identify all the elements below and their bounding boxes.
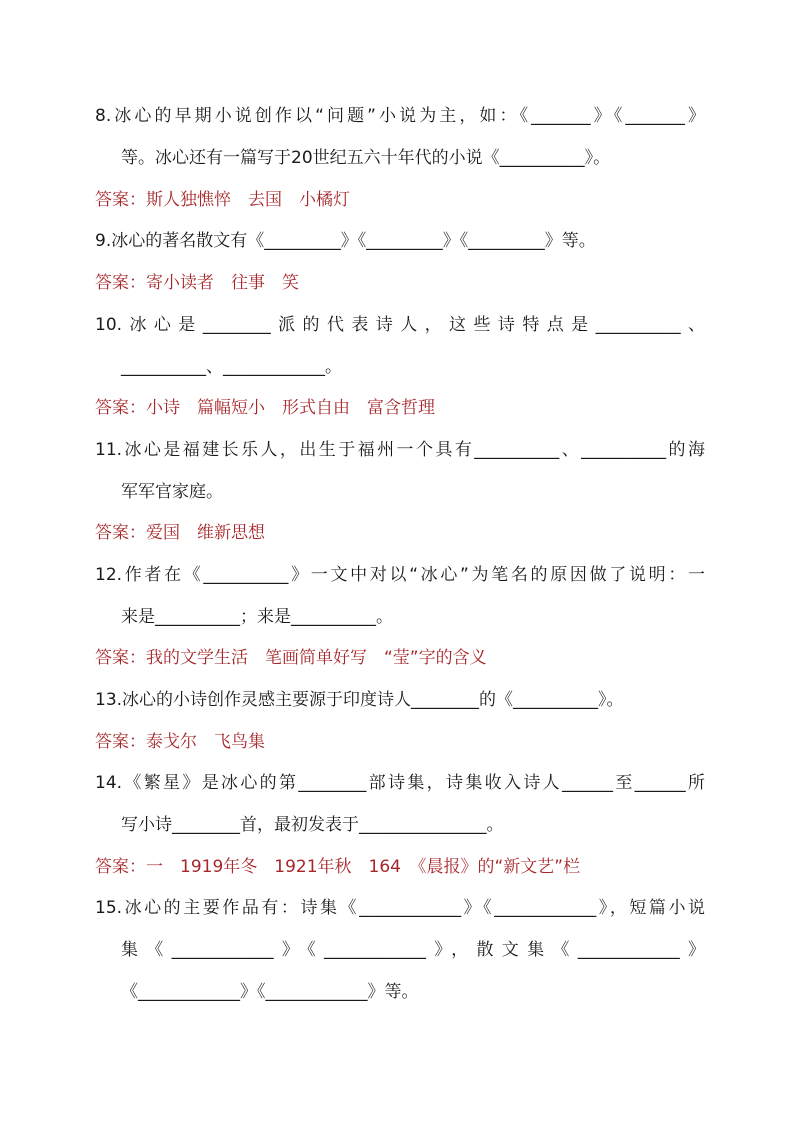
question-9-line-1: 9.冰心的著名散文有《_________》《_________》《_________》等。	[95, 231, 596, 251]
question-8-line-2: 等。冰心还有一篇写于20世纪五六十年代的小说《__________》。	[121, 148, 611, 168]
answer-12: 答案：我的文学生活 笔画简单好写 “莹”字的含义	[95, 648, 487, 668]
question-15-line-1: 15.冰心的主要作品有：诗集《____________》《____________》，短篇小说	[95, 898, 705, 918]
question-11-line-2: 军军官家庭。	[121, 482, 223, 502]
question-14-line-1: 14.《繁星》是冰心的第________部诗集，诗集收入诗人______至______所	[95, 773, 705, 793]
question-11-line-1: 11.冰心是福建长乐人，出生于福州一个具有__________、__________的海	[95, 440, 705, 460]
question-14-line-2: 写小诗________首，最初发表于_______________。	[121, 815, 504, 835]
answer-8: 答案：斯人独憔悴 去国 小橘灯	[95, 190, 350, 210]
question-12-line-1: 12.作者在《__________》一文中对以“冰心”为笔名的原因做了说明：一	[95, 565, 705, 585]
answer-14: 答案：一 1919年冬 1921年秋 164 《晨报》的“新文艺”栏	[95, 857, 581, 877]
question-8-line-1: 8.冰心的早期小说创作以“问题”小说为主，如：《_______》《_______》	[95, 106, 705, 126]
answer-11: 答案：爱国 维新思想	[95, 523, 265, 543]
question-15-line-2: 集《____________》《____________》，散文集《____________》	[121, 940, 705, 960]
question-10-line-2: __________、____________。	[121, 357, 342, 377]
answer-13: 答案：泰戈尔 飞鸟集	[95, 732, 265, 752]
question-15-line-3: 《____________》《____________》等。	[121, 982, 419, 1002]
question-10-line-1: 10.冰心是________派的代表诗人，这些诗特点是__________、	[95, 315, 705, 335]
question-12-line-2: 来是__________；来是__________。	[121, 607, 393, 627]
question-13-line-1: 13.冰心的小诗创作灵感主要源于印度诗人________的《__________》。	[95, 690, 624, 710]
answer-10: 答案：小诗 篇幅短小 形式自由 富含哲理	[95, 398, 435, 418]
answer-9: 答案：寄小读者 往事 笑	[95, 273, 299, 293]
